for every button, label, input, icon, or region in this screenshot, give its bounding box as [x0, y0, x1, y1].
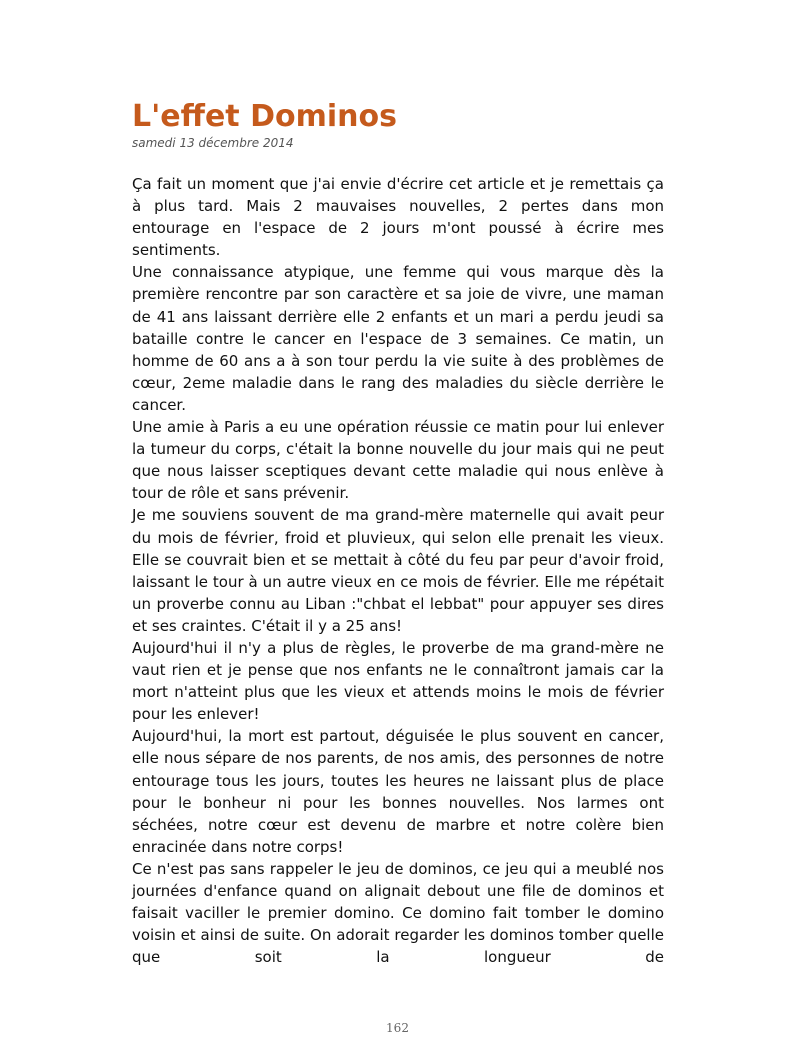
article-date: samedi 13 décembre 2014	[132, 136, 294, 150]
article-paragraph: Aujourd'hui, la mort est partout, déguisée le plus souvent en cancer, elle nous sépare de nos parents, de nos amis, des personnes de notre entourage tous les jours, toutes les heures ne laissant plus de place pour le bonheur ni pour les bonnes nouvelles. Nos larmes ont séchées, notre cœur est devenu de marbre et notre colère bien enracinée dans notre corps!	[132, 727, 664, 856]
article-body	[132, 173, 664, 968]
page-number: 162	[386, 1021, 409, 1035]
article-paragraph: Je me souviens souvent de ma grand-mère maternelle qui avait peur du mois de février, froid et pluvieux, qui selon elle prenait les vieux. Elle se couvrait bien et se mettait à côté du feu par peur d'avoir froid, laissant le tour à un autre vieux en ce mois de février. Elle me répétait un proverbe connu au Liban :"chbat el lebbat" pour appuyer ses dires et ses craintes. C'était il y a 25 ans!	[132, 506, 664, 635]
article-paragraph: Ce n'est pas sans rappeler le jeu de dominos, ce jeu qui a meublé nos journées d'enfance quand on alignait debout une file de dominos et faisait vaciller le premier domino. Ce domino fait tomber le domino voisin et ainsi de suite. On adorait regarder les dominos tomber quelle que soit la longueur de	[132, 859, 664, 967]
article-paragraph: Une amie à Paris a eu une opération réussie ce matin pour lui enlever la tumeur du corps, c'était la bonne nouvelle du jour mais qui ne peut que nous laisser sceptiques devant cette maladie qui nous enlève à tour de rôle et sans prévenir.	[132, 418, 664, 503]
article-title: L'effet Dominos	[132, 99, 397, 134]
article-paragraph: Aujourd'hui il n'y a plus de règles, le proverbe de ma grand-mère ne vaut rien et je pense que nos enfants ne le connaîtront jamais car la mort n'atteint plus que les vieux et attends moins le mois de février pour les enlever!	[132, 638, 664, 724]
article-paragraph: Une connaissance atypique, une femme qui vous marque dès la première rencontre par son caractère et sa joie de vivre, une maman de 41 ans laissant derrière elle 2 enfants et un mari a perdu jeudi sa bataille contre le cancer en l'espace de 3 semaines. Ce matin, un homme de 60 ans a à son tour perdu la vie suite à des problèmes de cœur, 2eme maladie dans le rang des maladies du siècle derrière le cancer.	[132, 263, 664, 414]
article-paragraph: Ça fait un moment que j'ai envie d'écrire cet article et je remettais ça à plus tard. Mais 2 mauvaises nouvelles, 2 pertes dans mon entourage en l'espace de 2 jours m'ont poussé à écrire mes sentiments.	[132, 175, 664, 260]
